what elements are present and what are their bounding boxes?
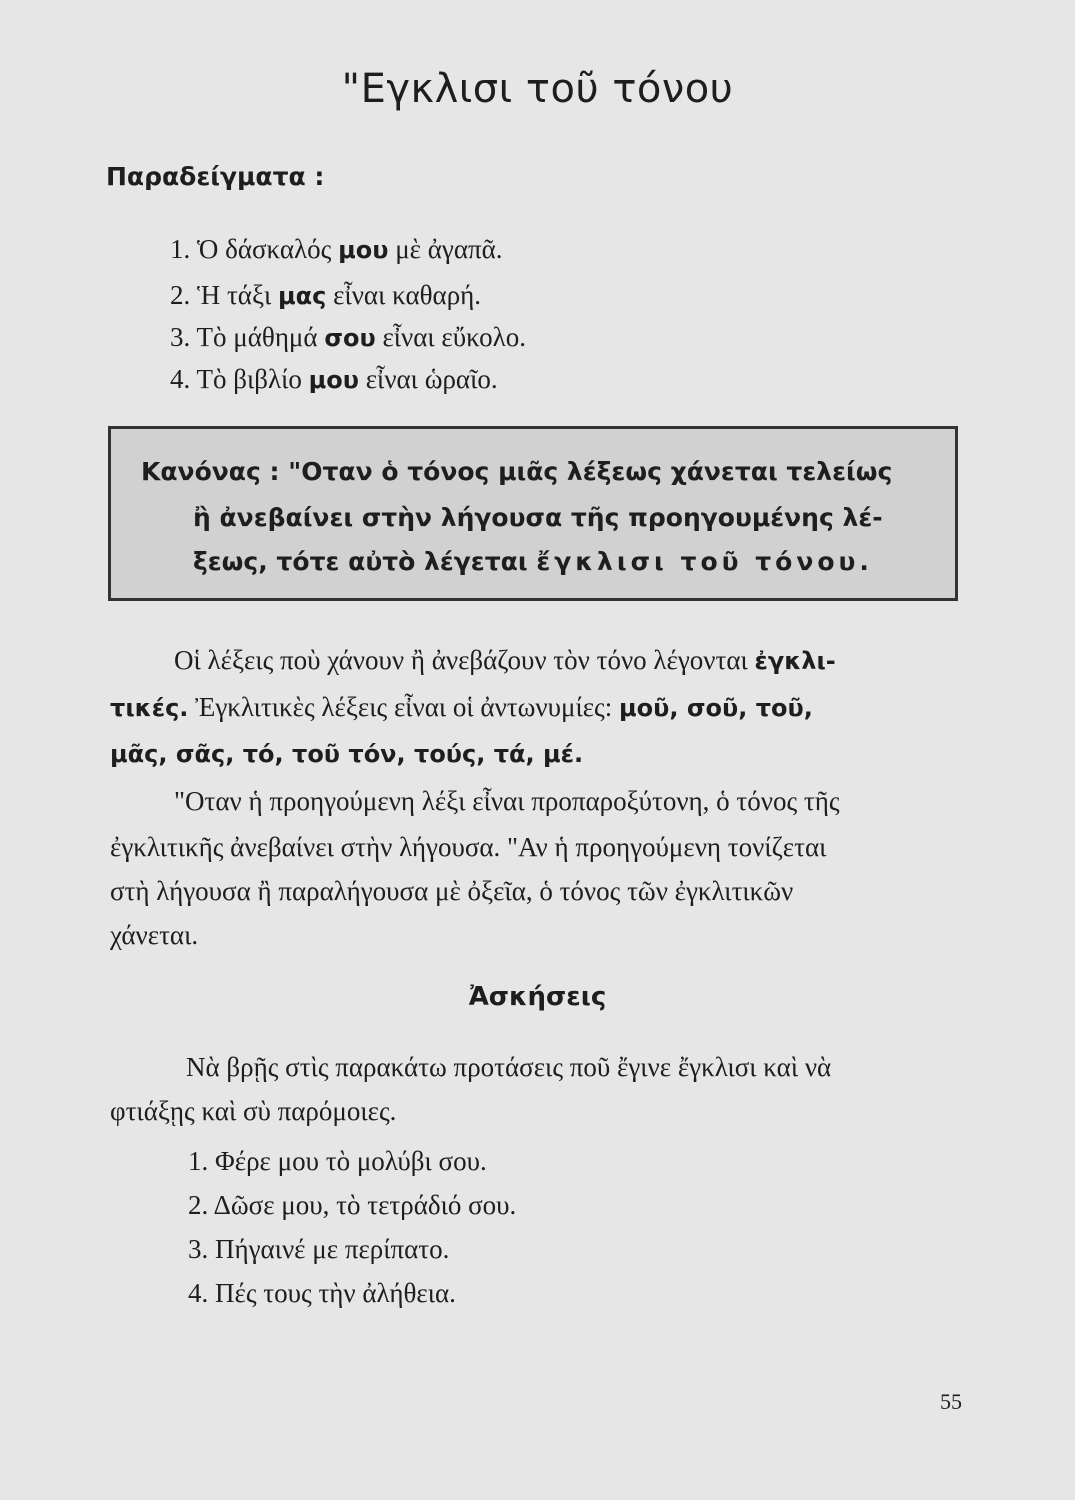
paragraph-line — [110, 738, 583, 769]
exercises-heading: Ἀσκήσεις — [468, 982, 607, 1012]
rule-box — [108, 426, 958, 601]
paragraph-line: τικές. Ἐγκλιτικὲς λέξεις εἶναι οἱ ἀντωνυμίες: μοῦ, σοῦ, τοῦ, — [110, 692, 813, 722]
paragraph-line: χάνεται. — [110, 920, 199, 950]
example-text: εἶναι καθαρή. — [333, 280, 482, 310]
enclitic-word: σου — [324, 324, 376, 352]
rule-term: ἔγκλισι τοῦ τόνου. — [536, 547, 873, 576]
rule-line: ξεως, τότε αὐτὸ λέγεται ἔγκλισι τοῦ τόνου. — [193, 547, 873, 576]
exercise-item: 4. Πές τους τὴν ἀλήθεια. — [188, 1278, 456, 1308]
example-number: 2. — [170, 280, 191, 310]
rule-line: Κανόνας : "Οταν ὁ τόνος μιᾶς λέξεως χάνεται τελείως — [141, 457, 893, 486]
paragraph-line: "Οταν ἡ προηγούμενη λέξι εἶναι προπαροξύτονη, ὁ τόνος τῆς — [174, 786, 840, 816]
examples-label: Παραδείγματα : — [106, 162, 325, 191]
bold-term: μᾶς, σᾶς, τό, τοῦ τόν, τούς, τά, μέ. — [110, 740, 584, 768]
example-text: μὲ ἀγαπᾶ. — [395, 234, 503, 264]
paragraph-line: Οἱ λέξεις ποὺ χάνουν ἢ ἀνεβάζουν τὸν τόνο λέγονται ἐγκλι- — [174, 645, 836, 675]
enclitic-word: μου — [308, 366, 359, 394]
example-line — [170, 234, 503, 265]
example-number: 3. — [170, 322, 191, 352]
paragraph-line: ἐγκλιτικῆς ἀνεβαίνει στὴν λήγουσα. "Αν ἡ προηγούμενη τονίζεται — [110, 832, 827, 862]
example-line — [170, 364, 498, 395]
example-text: εἶναι ὡραῖο. — [365, 364, 498, 394]
rule-line: ἢ ἀνεβαίνει στὴν λήγουσα τῆς προηγουμένης λέ- — [193, 503, 883, 532]
rule-label: Κανόνας : — [141, 457, 280, 486]
example-text: Ὁ δάσκαλός — [197, 234, 332, 264]
example-text: Ἡ τάξι — [197, 280, 272, 310]
exercises-intro-line: Νὰ βρῇς στὶς παρακάτω προτάσεις ποῦ ἔγινε ἔγκλισι καὶ νὰ — [186, 1052, 832, 1082]
paragraph-line: στὴ λήγουσα ἢ παραλήγουσα μὲ ὀξεῖα, ὁ τόνος τῶν ἐγκλιτικῶν — [110, 876, 794, 906]
exercise-item: 2. Δῶσε μου, τὸ τετράδιό σου. — [188, 1190, 517, 1220]
example-text: Τὸ μάθημά — [196, 322, 318, 352]
enclitic-word: μας — [278, 282, 327, 310]
example-number: 1. — [170, 234, 191, 264]
example-text: εἶναι εὔκολο. — [382, 322, 526, 352]
bold-term: ἐγκλι- — [754, 647, 836, 675]
exercise-item: 3. Πήγαινέ με περίπατο. — [188, 1234, 450, 1264]
example-line — [170, 322, 526, 353]
exercise-item: 1. Φέρε μου τὸ μολύβι σου. — [188, 1146, 487, 1176]
example-line — [170, 280, 481, 311]
enclitic-word: μου — [338, 236, 389, 264]
bold-term: τικές. — [110, 694, 189, 722]
page-number: 55 — [940, 1389, 962, 1414]
page-title: "Εγκλισι τοῦ τόνου — [341, 66, 734, 112]
example-number: 4. — [170, 364, 191, 394]
example-text: Τὸ βιβλίο — [196, 364, 302, 394]
bold-term: μοῦ, σοῦ, τοῦ, — [619, 694, 813, 722]
exercises-intro-line: φτιάξῃς καὶ σὺ παρόμοιες. — [110, 1096, 397, 1126]
